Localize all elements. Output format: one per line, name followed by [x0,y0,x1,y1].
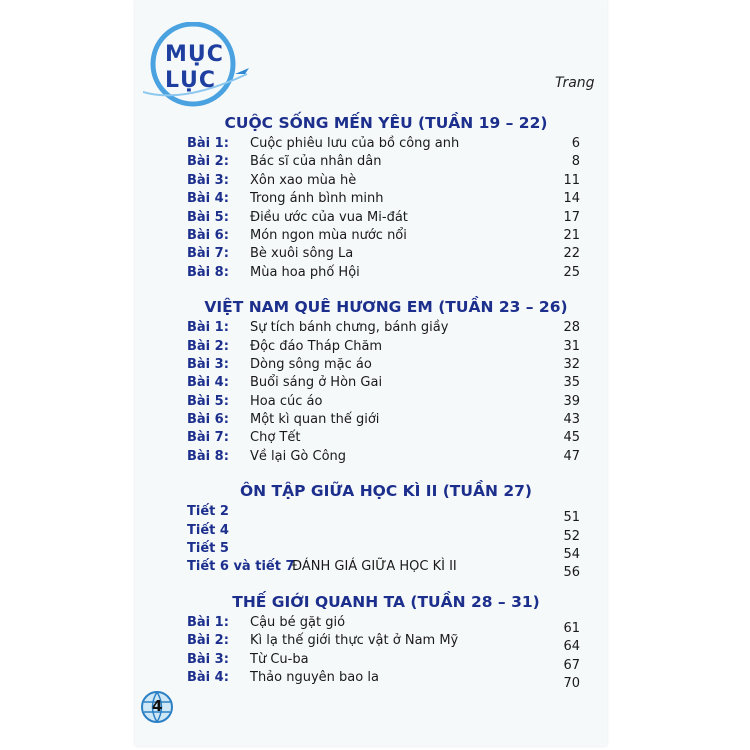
entry-label: Bài 7: [187,246,229,262]
entry-label: Bài 1: [187,614,229,630]
toc-entry[interactable] [135,153,607,171]
toc-section [135,591,607,691]
toc-entry[interactable] [135,503,607,526]
entry-page: 11 [563,172,580,188]
toc-entry[interactable] [135,651,607,673]
section-title: THẾ GIỚI QUANH TA (TUẦN 28 – 31) [232,592,540,611]
entry-title: Điều ước của vua Mi-đát [250,209,408,225]
toc-entry[interactable] [135,172,607,190]
page-number-badge [140,690,174,724]
entry-page: 39 [563,393,580,409]
entry-title: Về lại Gò Công [250,448,347,464]
section-title: VIỆT NAM QUÊ HƯƠNG EM (TUẦN 23 – 26) [204,298,568,317]
entry-page: 56 [563,565,580,581]
page-number: 4 [152,697,163,715]
entry-page: 22 [563,246,580,262]
entry-label: Bài 3: [187,651,229,667]
toc-entry[interactable] [135,319,607,337]
entry-title: Món ngon mùa nước nổi [250,227,407,243]
entry-page: 47 [563,448,580,464]
entry-label: Bài 1: [187,320,229,336]
toc-entry[interactable] [135,540,607,563]
entry-label: Tiết 2 [187,504,229,520]
toc-entry[interactable] [135,264,607,282]
toc-entry[interactable] [135,522,607,544]
toc-entry[interactable] [135,393,607,411]
entry-title: Trong ánh bình minh [250,191,384,207]
entry-page: 28 [563,320,580,336]
entry-title: Cậu bé gặt gió [250,614,346,630]
toc-entry[interactable] [135,338,607,356]
entry-label: Bài 5: [187,393,229,409]
toc-entry[interactable] [135,135,607,153]
entry-label: Bài 8: [187,264,229,280]
toc-entry[interactable] [135,190,607,208]
entry-label: Bài 4: [187,191,229,207]
toc-section [135,112,607,282]
entry-label: Bài 5: [187,209,229,225]
toc-entry[interactable] [135,632,607,655]
entry-title: Độc đáo Tháp Chăm [250,338,383,354]
book-page [135,0,607,746]
toc-entry[interactable] [135,227,607,245]
toc-section [135,296,607,466]
entry-title: Thảo nguyên bao la [250,669,379,685]
entry-page: 21 [563,227,580,243]
page-column-label: Trang [555,75,595,91]
entry-label: Tiết 6 và tiết 7 [187,559,295,575]
entry-label: Bài 2: [187,154,229,170]
entry-page: 17 [563,209,580,225]
entry-title: Kì lạ thế giới thực vật ở Nam Mỹ [250,633,459,649]
toc-entry[interactable] [135,356,607,374]
entry-page: 43 [563,412,580,428]
toc-entry[interactable] [135,669,607,691]
toc-entry[interactable] [135,245,607,263]
entry-page: 31 [563,338,580,354]
toc-entry[interactable] [135,374,607,392]
toc-entry[interactable] [135,209,607,227]
entry-label: Bài 3: [187,172,229,188]
section-title: CUỘC SỐNG MẾN YÊU (TUẦN 19 – 22) [224,114,548,132]
entry-label: Bài 4: [187,669,229,685]
entry-page: 61 [563,620,580,636]
entry-label: Bài 6: [187,412,229,428]
entry-page: 52 [563,528,580,544]
entry-label: Bài 2: [187,633,229,649]
entry-page: 35 [563,375,580,391]
entry-label: Bài 4: [187,375,229,391]
entry-label: Bài 8: [187,448,229,464]
entry-title: Hoa cúc áo [250,393,323,409]
toc-entry[interactable] [135,614,607,636]
entry-page: 70 [563,675,580,691]
entry-label: Bài 1: [187,136,229,151]
entry-title: Cuộc phiêu lưu của bồ công anh [250,136,460,151]
entry-title: ĐÁNH GIÁ GIỮA HỌC KÌ II [292,559,457,575]
entry-title: Một kì quan thế giới [250,412,380,428]
entry-page: 14 [563,191,580,207]
entry-label: Tiết 5 [187,541,229,557]
entry-title: Từ Cu-ba [250,651,309,667]
toc-entry[interactable] [135,429,607,447]
entry-title: Bác sĩ của nhân dân [250,154,382,170]
entry-title: Sự tích bánh chưng, bánh giầy [250,320,449,336]
entry-title: Bè xuôi sông La [250,246,354,262]
entry-title: Dòng sông mặc áo [250,356,372,372]
table-of-contents [135,112,607,691]
entry-page: 45 [563,430,580,446]
entry-title: Mùa hoa phố Hội [250,264,360,280]
entry-page: 32 [563,356,580,372]
entry-page: 67 [563,657,580,673]
section-title: ÔN TẬP GIỮA HỌC KÌ II (TUẦN 27) [240,482,532,501]
muc-luc-logo [143,22,241,110]
entry-page: 25 [563,264,580,280]
title-line-2: LỤC [165,68,217,93]
entry-label: Tiết 4 [187,522,229,538]
entry-label: Bài 7: [187,430,229,446]
toc-entry[interactable] [135,411,607,429]
entry-label: Bài 6: [187,227,229,243]
entry-page: 64 [563,639,580,655]
entry-label: Bài 2: [187,338,229,354]
toc-section [135,480,607,581]
entry-page: 54 [563,547,580,563]
toc-entry[interactable] [135,558,607,581]
entry-title: Buổi sáng ở Hòn Gai [250,375,383,391]
title-line-1: MỤC [165,42,224,67]
entry-label: Bài 3: [187,356,229,372]
entry-page: 6 [571,136,580,151]
entry-page: 51 [563,510,580,526]
entry-title: Xôn xao mùa hè [250,172,357,188]
toc-entry[interactable] [135,448,607,466]
entry-page: 8 [571,154,580,170]
entry-title: Chợ Tết [250,430,301,446]
